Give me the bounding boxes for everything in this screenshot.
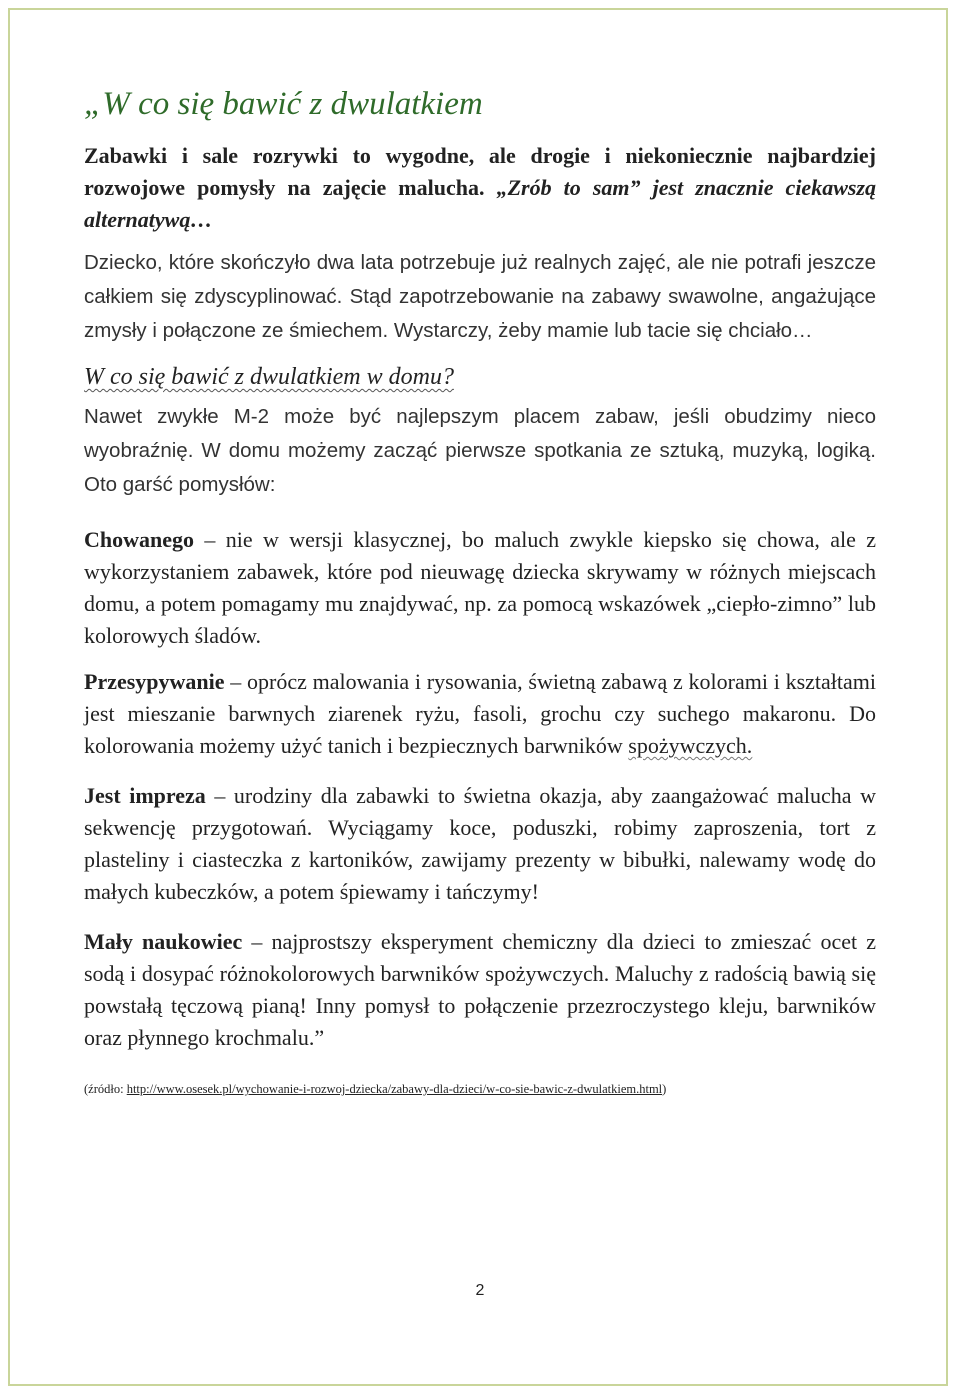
source-suffix: ) — [662, 1082, 667, 1096]
idea-party — [84, 780, 876, 908]
idea-pouring — [84, 666, 876, 762]
paragraph-home-ideas: Nawet zwykłe M-2 może być najlepszym placem zabaw, jeśli obudzimy nieco wyobraźnię. W domu możemy zacząć pierwsze spotkania ze sztuką, muzyką, logiką. Oto garść pomysłów: — [84, 405, 876, 496]
idea-text: – nie w wersji klasycznej, bo maluch zwykle kiepsko się chowa, ale z wykorzystaniem zabawek, które pod nieuwagę dziecka skrywamy w różnych miejscach domu, a potem pomagamy mu znajdywać, np. za pomocą wskazówek „ciepło-zimno” lub kolorowych śladów. — [84, 527, 876, 648]
idea-term: Chowanego — [84, 527, 195, 552]
intro-emphasis: „Zrób to sam” jest znacznie ciekawszą alternatywą… — [84, 175, 876, 232]
idea-text: – urodziny dla zabawki to świetna okazja, aby zaangażować malucha w sekwencję przygotowań. Wyciągamy koce, poduszki, robimy zaproszenia, tort z plasteliny i ciasteczka z kartoników, zawijamy prezenty w bibułki, nalewamy wodę do małych kubeczków, a potem śpiewamy i tańczymy! — [84, 783, 876, 904]
idea-text: – oprócz malowania i rysowania, świetną zabawą z kolorami i kształtami jest mieszanie barwnych ziarenek ryżu, fasoli, grochu czy suchego makaronu. Do kolorowania możemy użyć tanich i bezpiecznych barwników — [84, 669, 876, 758]
idea-term: Przesypywanie — [84, 669, 225, 694]
page-title: „W co się bawić z dwulatkiem — [84, 86, 483, 122]
source-prefix: (źródło: — [84, 1082, 127, 1096]
intro-text: Zabawki i sale rozrywki to wygodne, ale drogie i niekoniecznie najbardziej rozwojowe pomysły na zajęcie malucha. — [84, 143, 876, 200]
idea-hide-and-seek — [84, 524, 876, 652]
idea-scientist — [84, 926, 876, 1054]
source-link[interactable]: http://www.osesek.pl/wychowanie-i-rozwoj-dziecka/zabawy-dla-dzieci/w-co-sie-bawic-z-dwulatkiem.html — [126, 1082, 663, 1096]
idea-term: Jest impreza — [84, 783, 206, 808]
idea-text-tail: spożywczych. — [628, 733, 753, 758]
document-body — [84, 80, 876, 1098]
idea-term: Mały naukowiec — [84, 929, 243, 954]
idea-text: – najprostszy eksperyment chemiczny dla dzieci to zmieszać ocet z sodą i dosypać różnokolorowych barwników spożywczych. Maluchy z radością bawią się powstałą tęczową pianą! Inny pomysł to połączenie przezroczystego kleju, barwników oraz płynnego krochmalu.” — [84, 929, 876, 1050]
paragraph-intro-child: Dziecko, które skończyło dwa lata potrzebuje już realnych zajęć, ale nie potrafi jeszcze całkiem się zdyscyplinować. Stąd zapotrzebowanie na zabawy swawolne, angażujące zmysły i połączone ze śmiechem. Wystarczy, żeby mamie lub tacie się chciało… — [84, 251, 876, 342]
intro-paragraph — [84, 140, 876, 236]
page-number: 2 — [475, 1282, 485, 1299]
source-note — [84, 1080, 876, 1098]
section-heading: W co się bawić z dwulatkiem w domu? — [84, 364, 454, 390]
